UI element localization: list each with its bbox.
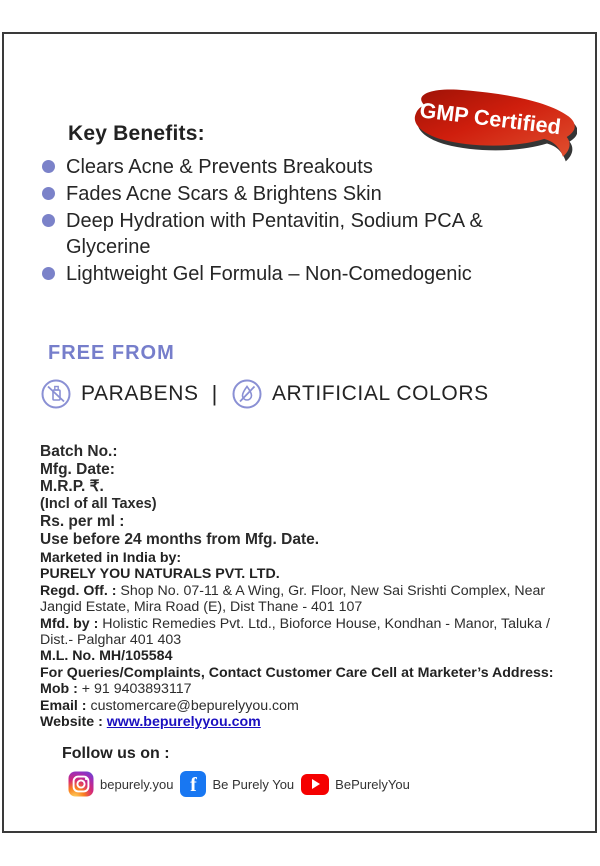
company-name: PURELY YOU NATURALS PVT. LTD. <box>40 566 280 583</box>
marketed-by-label: Marketed in India by: <box>40 550 182 566</box>
free-from-item-label: PARABENS <box>81 382 199 405</box>
bullet-icon <box>42 160 55 173</box>
regd-office-text: Shop No. 07-11 & A Wing, Gr. Floor, New Sai Srishti Complex, Near Jangid Estate, Mira Road (E), Dist Thane - 401 107 <box>40 582 546 616</box>
facebook-account[interactable] <box>180 771 294 797</box>
free-from-heading: FREE FROM <box>48 342 175 364</box>
website-label: Website : <box>40 714 103 731</box>
mobile-label: Mob : <box>40 681 78 698</box>
benefit-text: Fades Acne Scars & Brightens Skin <box>66 183 382 205</box>
queries-line: For Queries/Complaints, Contact Customer Care Cell at Marketer’s Address: <box>40 664 554 681</box>
gmp-badge-text: GMP Certified <box>418 98 563 140</box>
mfd-by-label: Mfd. by : <box>40 615 99 632</box>
mobile-line <box>40 681 580 697</box>
mobile-value: + 91 9403893117 <box>77 681 192 698</box>
list-item <box>42 154 522 180</box>
social-links-row <box>68 771 410 797</box>
list-item <box>42 261 522 287</box>
key-benefits-heading: Key Benefits: <box>68 122 205 145</box>
mfd-by-text: Holistic Remedies Pvt. Ltd., Bioforce House, Kondhan - Manor, Taluka / Dist.- Palghar 401 403 <box>40 615 550 649</box>
email-label: Email : <box>40 697 87 714</box>
website-link[interactable]: www.bepurelyyou.com <box>106 714 261 731</box>
facebook-icon[interactable]: f <box>180 771 206 797</box>
taxes-line: (Incl of all Taxes) <box>40 495 157 512</box>
free-from-item-label: ARTIFICIAL COLORS <box>271 382 489 405</box>
benefit-text: Clears Acne & Prevents Breakouts <box>66 156 373 178</box>
email-value: customercare@bepurelyyou.com <box>86 697 299 714</box>
rs-per-ml-line: Rs. per ml : <box>40 513 125 530</box>
ml-no-line: M.L. No. MH/105584 <box>40 648 173 665</box>
bullet-icon <box>42 187 55 200</box>
free-from-separator: | <box>211 381 218 406</box>
list-item <box>42 208 522 260</box>
use-before-line: Use before 24 months from Mfg. Date. <box>40 530 320 548</box>
free-from-row <box>40 378 489 410</box>
label-panel <box>2 32 597 833</box>
facebook-handle: Be Purely You <box>212 776 295 792</box>
regd-office-label: Regd. Off. : <box>40 582 117 599</box>
no-parabens-icon <box>40 378 72 410</box>
mfg-date-line: Mfg. Date: <box>40 460 115 478</box>
bullet-icon <box>42 267 55 280</box>
regd-office-line <box>40 583 580 616</box>
follow-us-heading: Follow us on : <box>62 745 170 762</box>
instagram-icon[interactable] <box>68 771 94 797</box>
no-artificial-colors-icon <box>231 378 263 410</box>
instagram-account[interactable] <box>68 771 173 797</box>
mfd-by-line <box>40 616 580 649</box>
batch-info-section <box>40 443 319 548</box>
mrp-line: M.R.P. ₹. <box>40 478 104 495</box>
instagram-handle: bepurely.you <box>100 776 174 792</box>
website-line <box>40 714 580 730</box>
free-from-section <box>48 342 489 410</box>
batch-no-line: Batch No.: <box>40 443 118 460</box>
play-icon <box>312 779 320 789</box>
benefit-text: Deep Hydration with Pentavitin, Sodium PCA & Glycerine <box>66 210 483 258</box>
youtube-account[interactable] <box>301 774 410 795</box>
benefit-text: Lightweight Gel Formula – Non-Comedogenic <box>66 263 472 285</box>
marketing-info-section <box>40 550 580 730</box>
bullet-icon <box>42 214 55 227</box>
key-benefits-list <box>42 154 522 287</box>
email-line <box>40 698 580 714</box>
key-benefits-section <box>42 122 522 288</box>
list-item <box>42 181 522 207</box>
youtube-icon[interactable] <box>301 774 329 795</box>
youtube-handle: BePurelyYou <box>335 776 410 792</box>
